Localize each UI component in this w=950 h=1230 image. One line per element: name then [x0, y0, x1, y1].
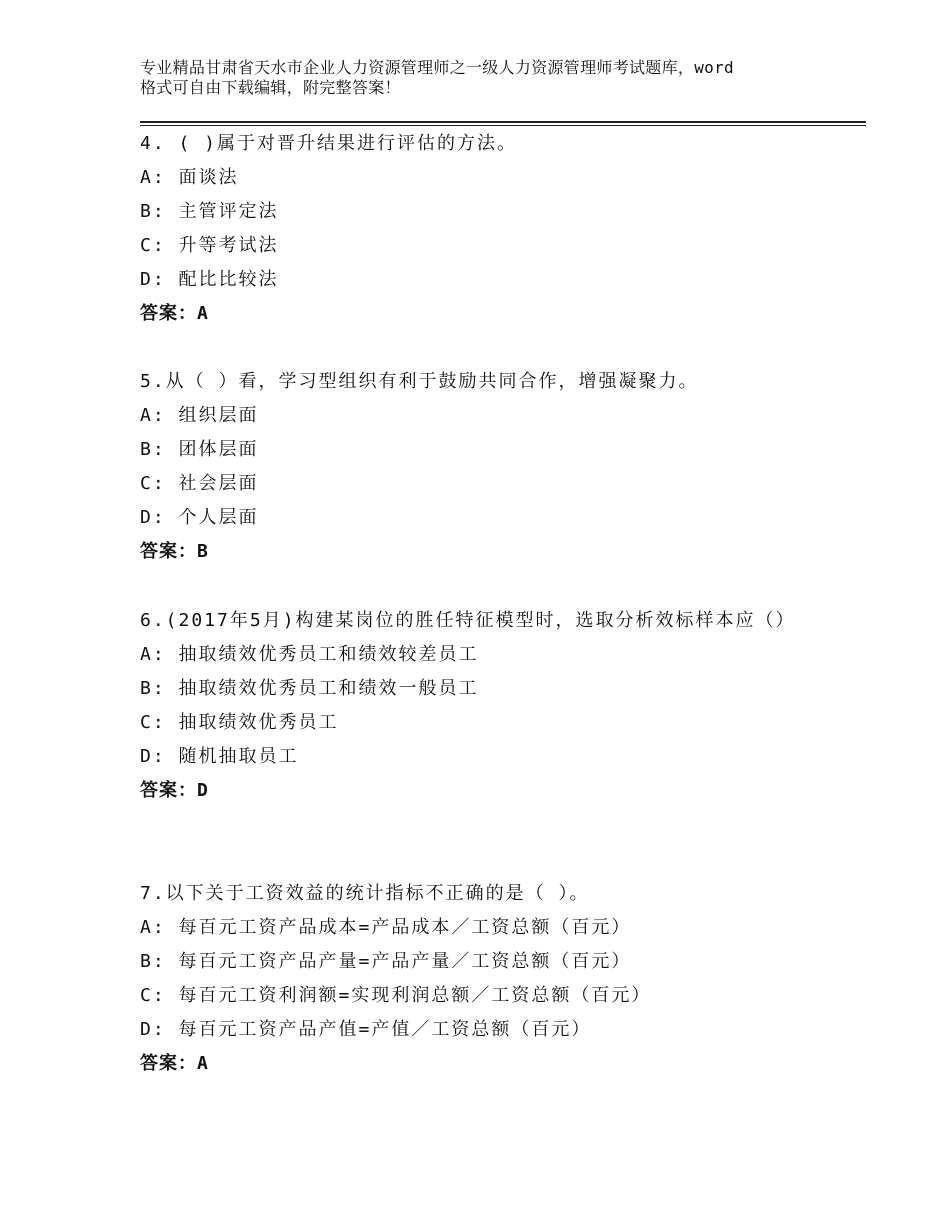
option-d: D: 每百元工资产品产值=产值／工资总额（百元）	[140, 1019, 592, 1040]
question-stem: 4. ( )属于对晋升结果进行评估的方法。	[140, 133, 518, 154]
answer-label: 答案：A	[140, 303, 209, 324]
question-block-7	[140, 877, 840, 1081]
option-b: B: 抽取绩效优秀员工和绩效一般员工	[140, 678, 479, 699]
document-header	[140, 58, 840, 98]
answer-label: 答案：B	[140, 541, 209, 562]
header-divider-thin	[140, 125, 866, 126]
option-d: D: 个人层面	[140, 507, 259, 528]
option-a: A: 抽取绩效优秀员工和绩效较差员工	[140, 644, 479, 665]
answer-label: 答案：D	[140, 780, 209, 801]
header-line-1: 专业精品甘肃省天水市企业人力资源管理师之一级人力资源管理师考试题库，word	[140, 58, 734, 77]
option-c: C: 社会层面	[140, 473, 259, 494]
option-c: C: 每百元工资利润额=实现利润总额／工资总额（百元）	[140, 985, 652, 1006]
header-line-2: 格式可自由下载编辑，附完整答案！	[140, 78, 401, 97]
option-b: B: 每百元工资产品产量=产品产量／工资总额（百元）	[140, 951, 632, 972]
question-stem: 5.从（ ）看，学习型组织有利于鼓励共同合作，增强凝聚力。	[140, 371, 699, 392]
question-stem: 6.(2017年5月)构建某岗位的胜任特征模型时，选取分析效标样本应（）	[140, 610, 796, 631]
option-a: A: 每百元工资产品成本=产品成本／工资总额（百元）	[140, 917, 632, 938]
option-a: A: 面谈法	[140, 167, 239, 188]
question-block-6	[140, 604, 840, 808]
option-d: D: 随机抽取员工	[140, 746, 299, 767]
answer-label: 答案：A	[140, 1053, 209, 1074]
question-stem: 7.以下关于工资效益的统计指标不正确的是（ ）。	[140, 883, 590, 904]
question-block-4	[140, 127, 840, 331]
header-divider-thick	[140, 121, 866, 123]
question-block-5	[140, 365, 840, 569]
option-b: B: 团体层面	[140, 439, 259, 460]
option-c: C: 抽取绩效优秀员工	[140, 712, 339, 733]
option-b: B: 主管评定法	[140, 201, 279, 222]
option-c: C: 升等考试法	[140, 235, 279, 256]
option-d: D: 配比比较法	[140, 269, 279, 290]
option-a: A: 组织层面	[140, 405, 259, 426]
